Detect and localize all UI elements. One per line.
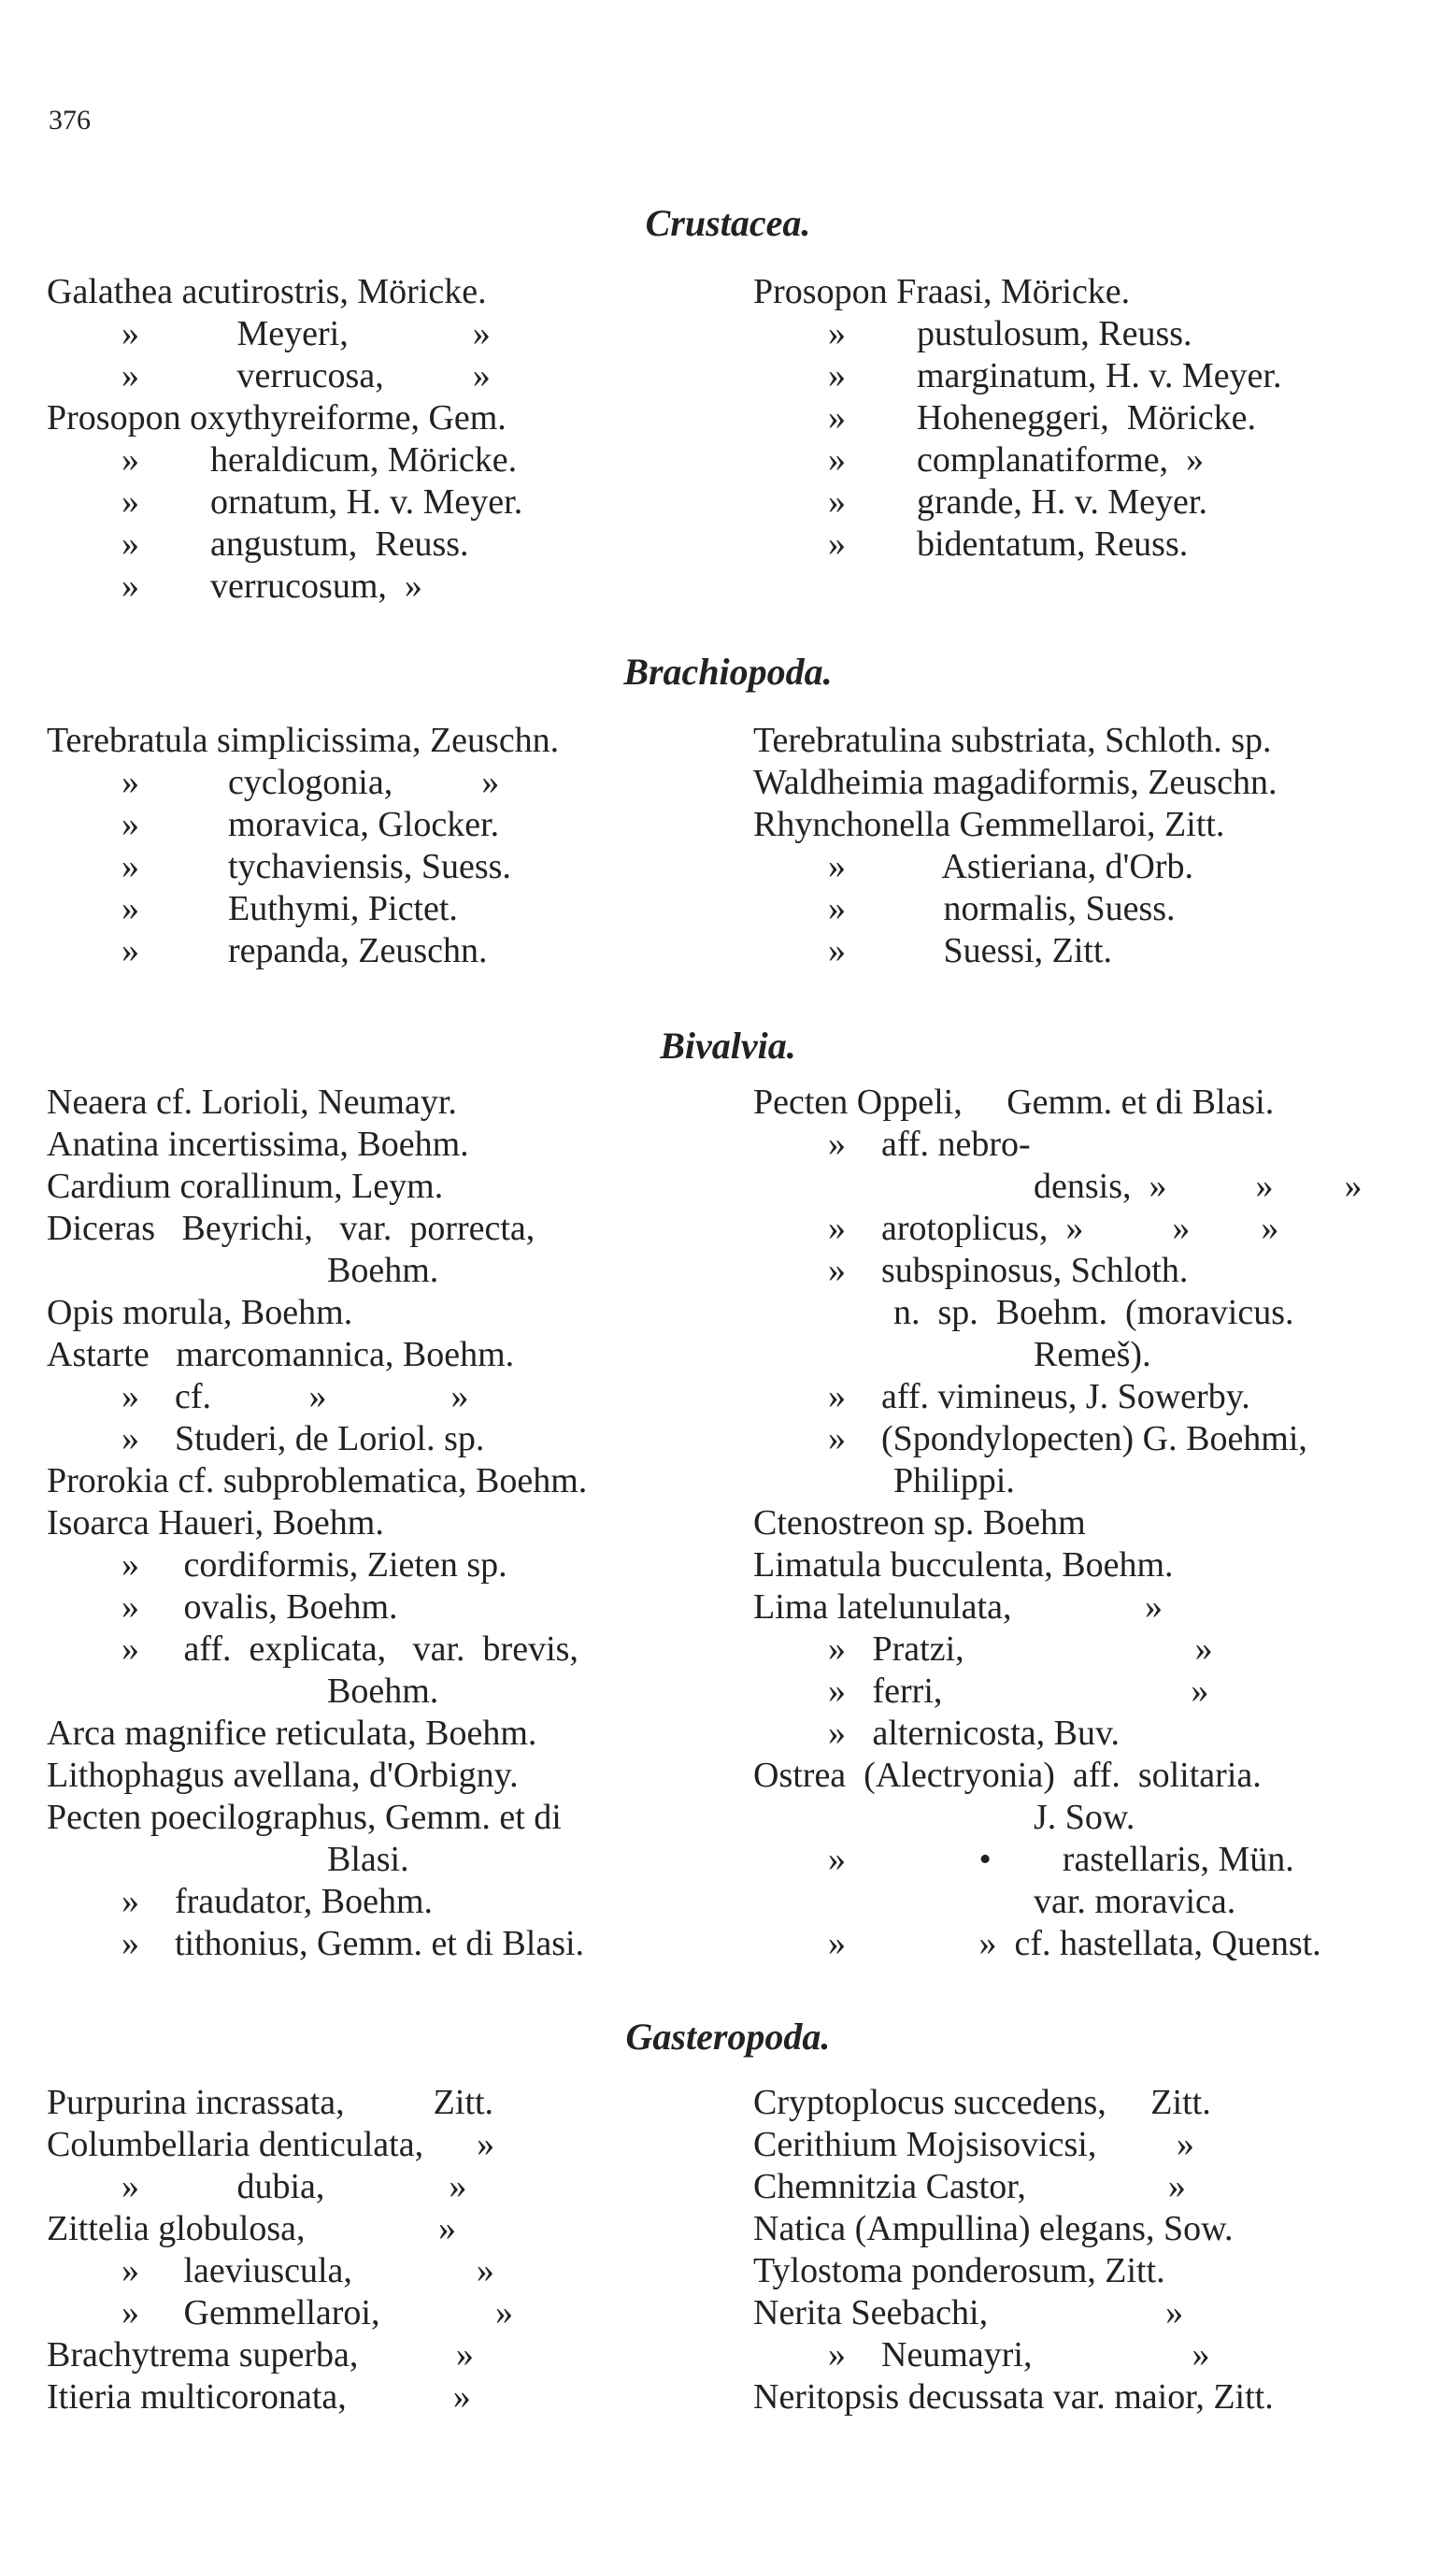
list-item-text: Philippi. [893, 1461, 1015, 1500]
list-item [47, 271, 720, 313]
list-item-text: » » cf. hastellata, Quenst. [828, 1924, 1321, 1963]
list-item-text: » normalis, Suess. [828, 889, 1176, 928]
list-item [753, 397, 1426, 439]
list-item-text: Ctenostreon sp. Boehm [753, 1503, 1086, 1542]
list-item-text: » Suessi, Zitt. [828, 931, 1113, 970]
section-heading: Gasteropoda. [625, 2016, 831, 2058]
list-item [47, 1839, 720, 1881]
list-item-text: var. moravica. [1034, 1882, 1236, 1921]
list-item [753, 2208, 1426, 2250]
list-item-text: Diceras Beyrichi, var. porrecta, [47, 1209, 535, 1248]
list-item [47, 1082, 720, 1124]
list-item-text: Pecten poecilographus, Gemm. et di [47, 1798, 562, 1837]
list-item [753, 1334, 1426, 1376]
list-item-text: Rhynchonella Gemmellaroi, Zitt. [753, 805, 1225, 844]
list-item [753, 1082, 1426, 1124]
list-item [47, 1923, 720, 1965]
list-item [47, 313, 720, 355]
list-item-text: » grande, H. v. Meyer. [828, 482, 1207, 522]
column-left [47, 1082, 720, 1965]
list-item [753, 481, 1426, 524]
list-item [753, 1797, 1426, 1839]
list-item [47, 1460, 720, 1502]
column-right [753, 1082, 1426, 1965]
list-item [753, 2376, 1426, 2418]
list-item-text: » verrucosa, » [121, 356, 491, 395]
list-item [47, 1376, 720, 1418]
list-item-text: Boehm. [327, 1672, 439, 1711]
list-item [47, 397, 720, 439]
list-item-text: » arotoplicus, » » » [828, 1209, 1279, 1248]
list-item [753, 1208, 1426, 1250]
list-item-text: » Astieriana, d'Orb. [828, 847, 1194, 886]
list-item-text: » Euthymi, Pictet. [121, 889, 458, 928]
list-item-text: » cyclogonia, » [121, 763, 500, 802]
list-item [47, 1292, 720, 1334]
list-item [47, 1881, 720, 1923]
list-item-text: » Hoheneggeri, Möricke. [828, 398, 1256, 438]
column-right [753, 2082, 1426, 2418]
list-item-text: » ferri, » [828, 1672, 1209, 1711]
list-item-text: Prorokia cf. subproblematica, Boehm. [47, 1461, 588, 1500]
list-item [753, 804, 1426, 846]
list-item-text: » fraudator, Boehm. [121, 1882, 434, 1921]
list-item [753, 2166, 1426, 2208]
section-heading: Bivalvia. [660, 1025, 796, 1067]
list-item [47, 1166, 720, 1208]
list-item [47, 1208, 720, 1250]
list-item-text: » pustulosum, Reuss. [828, 314, 1192, 353]
list-item [753, 2250, 1426, 2292]
list-item-text: Terebratulina substriata, Schloth. sp. [753, 721, 1272, 760]
list-item-text: » cordiformis, Zieten sp. [121, 1545, 507, 1585]
section-heading: Brachiopoda. [623, 651, 833, 693]
list-item [753, 888, 1426, 930]
list-item [47, 2376, 720, 2418]
list-item-text: Cerithium Mojsisovicsi, » [753, 2125, 1194, 2164]
list-item [753, 2292, 1426, 2334]
list-item-text: Zittelia globulosa, » [47, 2209, 457, 2248]
list-item-text: » heraldicum, Möricke. [121, 440, 518, 480]
list-item-text: n. sp. Boehm. (moravicus. [893, 1293, 1294, 1332]
list-item [753, 2082, 1426, 2124]
list-item [753, 1839, 1426, 1881]
list-item-text: » tithonius, Gemm. et di Blasi. [121, 1924, 585, 1963]
list-item-text: Waldheimia magadiformis, Zeuschn. [753, 763, 1278, 802]
list-item [753, 1629, 1426, 1671]
list-item-text: Opis morula, Boehm. [47, 1293, 353, 1332]
list-item [47, 1250, 720, 1292]
list-item [753, 762, 1426, 804]
list-item [753, 1292, 1426, 1334]
list-item [753, 313, 1426, 355]
list-item [753, 1250, 1426, 1292]
list-item [47, 524, 720, 566]
list-item-text: Lima latelunulata, » [753, 1587, 1163, 1627]
list-item [753, 1376, 1426, 1418]
list-item [47, 888, 720, 930]
list-item-text: » cf. » » [121, 1377, 469, 1416]
list-item [47, 1544, 720, 1586]
page-number: 376 [49, 105, 91, 136]
list-item [47, 481, 720, 524]
list-item-text: » Pratzi, » [828, 1629, 1213, 1669]
list-item-text: » ovalis, Boehm. [121, 1587, 398, 1627]
list-item-text: » Studeri, de Loriol. sp. [121, 1419, 485, 1458]
list-item-text: Blasi. [327, 1840, 409, 1879]
list-item-text: Lithophagus avellana, d'Orbigny. [47, 1756, 519, 1795]
list-item-text: » laeviuscula, » [121, 2251, 494, 2290]
list-item [47, 846, 720, 888]
column-right [753, 271, 1426, 566]
list-item [753, 355, 1426, 397]
list-item [753, 846, 1426, 888]
list-item-text: Remeš). [1034, 1335, 1151, 1374]
column-left [47, 2082, 720, 2418]
list-item-text: Prosopon oxythyreiforme, Gem. [47, 398, 507, 438]
list-item [47, 2292, 720, 2334]
list-item [753, 1502, 1426, 1544]
list-item-text: » complanatiforme, » [828, 440, 1205, 480]
list-item-text: Arca magnifice reticulata, Boehm. [47, 1714, 537, 1753]
list-item-text: Cardium corallinum, Leym. [47, 1167, 444, 1206]
list-item-text: Galathea acutirostris, Möricke. [47, 272, 487, 311]
list-item-text: Natica (Ampullina) elegans, Sow. [753, 2209, 1234, 2248]
list-item-text: Boehm. [327, 1251, 439, 1290]
list-item-text: » aff. vimineus, J. Sowerby. [828, 1377, 1250, 1416]
list-item-text: Columbellaria denticulata, » [47, 2125, 495, 2164]
list-item [753, 271, 1426, 313]
list-item [47, 2334, 720, 2376]
list-item-text: » repanda, Zeuschn. [121, 931, 488, 970]
list-item [47, 2166, 720, 2208]
list-item [753, 439, 1426, 481]
column-left [47, 720, 720, 972]
list-item-text: Astarte marcomannica, Boehm. [47, 1335, 515, 1374]
list-item-text: Neaera cf. Lorioli, Neumayr. [47, 1083, 457, 1122]
column-right [753, 720, 1426, 972]
list-item [47, 762, 720, 804]
list-item [47, 2124, 720, 2166]
list-item-text: Limatula bucculenta, Boehm. [753, 1545, 1174, 1585]
list-item-text: » alternicosta, Buv. [828, 1714, 1121, 1753]
list-item-text: » moravica, Glocker. [121, 805, 500, 844]
list-item [753, 1923, 1426, 1965]
list-item-text: Tylostoma ponderosum, Zitt. [753, 2251, 1165, 2290]
list-item-text: Prosopon Fraasi, Möricke. [753, 272, 1131, 311]
list-item [47, 2082, 720, 2124]
list-item-text: » marginatum, H. v. Meyer. [828, 356, 1282, 395]
list-item [753, 1460, 1426, 1502]
list-item [753, 1586, 1426, 1629]
list-item-text: » aff. nebro- [828, 1125, 1031, 1164]
list-item-text: Pecten Oppeli, Gemm. et di Blasi. [753, 1083, 1275, 1122]
list-item [753, 2334, 1426, 2376]
list-item [47, 1755, 720, 1797]
list-item [47, 1124, 720, 1166]
list-item-text: » aff. explicata, var. brevis, [121, 1629, 578, 1669]
list-item [47, 1418, 720, 1460]
list-item-text: Anatina incertissima, Boehm. [47, 1125, 469, 1164]
list-item [753, 1671, 1426, 1713]
list-item [753, 930, 1426, 972]
list-item-text: Terebratula simplicissima, Zeuschn. [47, 721, 560, 760]
list-item [753, 1755, 1426, 1797]
list-item [753, 1124, 1426, 1166]
list-item [47, 930, 720, 972]
list-item [47, 566, 720, 608]
list-item [47, 2208, 720, 2250]
list-item [47, 1629, 720, 1671]
list-item-text: » Neumayri, » [828, 2335, 1210, 2375]
list-item-text: » dubia, » [121, 2167, 467, 2206]
list-item-text: » angustum, Reuss. [121, 524, 469, 564]
list-item-text: Neritopsis decussata var. maior, Zitt. [753, 2377, 1274, 2417]
list-item [47, 1671, 720, 1713]
list-item [47, 1797, 720, 1839]
list-item [753, 720, 1426, 762]
list-item-text: » (Spondylopecten) G. Boehmi, [828, 1419, 1307, 1458]
list-item-text: Itieria multicoronata, » [47, 2377, 471, 2417]
list-item [753, 1166, 1426, 1208]
list-item-text: » subspinosus, Schloth. [828, 1251, 1189, 1290]
list-item [47, 355, 720, 397]
list-item-text: Ostrea (Alectryonia) aff. solitaria. [753, 1756, 1262, 1795]
list-item [47, 1586, 720, 1629]
list-item-text: » • rastellaris, Mün. [828, 1840, 1294, 1879]
list-item-text: » tychaviensis, Suess. [121, 847, 511, 886]
list-item [753, 1418, 1426, 1460]
list-item [47, 804, 720, 846]
list-item-text: Brachytrema superba, » [47, 2335, 474, 2375]
list-item [47, 720, 720, 762]
list-item [47, 439, 720, 481]
list-item [753, 1713, 1426, 1755]
list-item-text: » ornatum, H. v. Meyer. [121, 482, 523, 522]
list-item [753, 2124, 1426, 2166]
list-item [47, 1502, 720, 1544]
list-item [753, 524, 1426, 566]
list-item-text: » verrucosum, » [121, 567, 422, 606]
list-item [753, 1544, 1426, 1586]
list-item [47, 1713, 720, 1755]
list-item-text: » Gemmellaroi, » [121, 2293, 513, 2332]
list-item-text: densis, » » » [1034, 1167, 1363, 1206]
list-item-text: » Meyeri, » [121, 314, 491, 353]
list-item-text: Chemnitzia Castor, » [753, 2167, 1186, 2206]
list-item-text: Isoarca Haueri, Boehm. [47, 1503, 384, 1542]
section-heading: Crustacea. [645, 202, 811, 244]
list-item-text: Cryptoplocus succedens, Zitt. [753, 2083, 1211, 2122]
column-left [47, 271, 720, 608]
list-item-text: Purpurina incrassata, Zitt. [47, 2083, 494, 2122]
list-item [47, 1334, 720, 1376]
list-item [47, 2250, 720, 2292]
list-item-text: Nerita Seebachi, » [753, 2293, 1184, 2332]
list-item-text: J. Sow. [1034, 1798, 1135, 1837]
list-item-text: » bidentatum, Reuss. [828, 524, 1189, 564]
list-item [753, 1881, 1426, 1923]
